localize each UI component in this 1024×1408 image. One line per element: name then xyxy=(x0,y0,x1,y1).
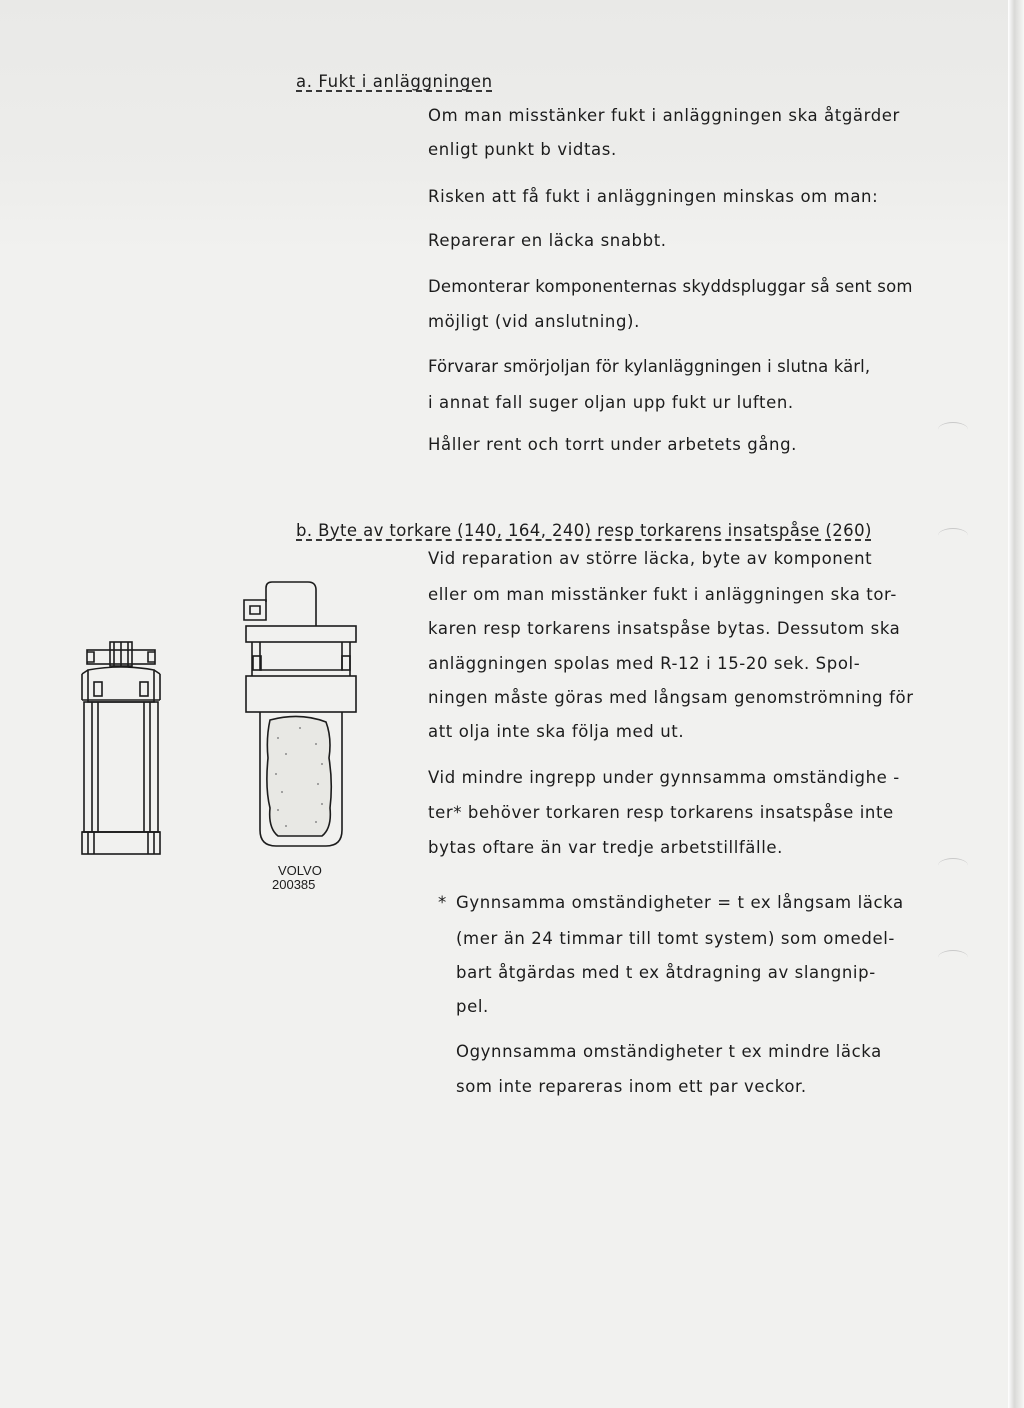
drier-canister-drawing xyxy=(82,642,160,854)
receiver-drier-illustration xyxy=(70,578,370,868)
section-b-line: karen resp torkarens insatspåse bytas. Dessutom ska xyxy=(428,619,901,638)
section-b-line: Vid mindre ingrepp under gynnsamma omständighe - xyxy=(428,768,900,787)
section-a-heading: a. Fukt i anläggningen xyxy=(296,72,493,91)
measure-line: i annat fall suger oljan upp fukt ur luften. xyxy=(428,393,794,412)
page-edge xyxy=(1008,0,1024,1408)
bleed-mark xyxy=(938,950,968,965)
section-a-intro-line: Om man misstänker fukt i anläggningen ska åtgärder xyxy=(428,106,900,125)
section-b-line: ningen måste göras med långsam genomströmning för xyxy=(428,688,914,707)
measure-line: Förvarar smörjoljan för kylanläggningen i slutna kärl, xyxy=(428,357,871,376)
measure-line: Håller rent och torrt under arbetets gång. xyxy=(428,435,798,454)
footnote-line: Gynnsamma omständigheter = t ex långsam läcka xyxy=(456,893,904,912)
bleed-logo xyxy=(640,30,664,90)
section-b-line: ter* behöver torkaren resp torkarens insatspåse inte xyxy=(428,803,894,822)
section-b-heading: b. Byte av torkare (140, 164, 240) resp torkarens insatspåse (260) xyxy=(296,521,872,540)
section-b-line: bytas oftare än var tredje arbetstillfälle. xyxy=(428,838,783,857)
drier-cutaway-drawing xyxy=(244,582,356,846)
section-a-risk-intro: Risken att få fukt i anläggningen minskas om man: xyxy=(428,187,879,206)
footnote-line: bart åtgärdas med t ex åtdragning av slangnip- xyxy=(456,963,876,982)
footnote-line: pel. xyxy=(456,997,489,1016)
measure-line: Demonterar komponenternas skyddspluggar så sent som xyxy=(428,277,913,296)
figure-label-number: 200385 xyxy=(272,877,316,892)
measure-line: möjligt (vid anslutning). xyxy=(428,312,640,331)
section-b-line: Vid reparation av större läcka, byte av komponent xyxy=(428,549,873,568)
section-b-line: anläggningen spolas med R-12 i 15-20 sek. Spol- xyxy=(428,654,861,673)
bleed-mark xyxy=(938,528,968,543)
section-b-line: att olja inte ska följa med ut. xyxy=(428,722,685,741)
footnote-marker: * xyxy=(438,893,447,912)
bleed-mark xyxy=(938,422,968,437)
footnote-line: (mer än 24 timmar till tomt system) som omedel- xyxy=(456,929,895,948)
measure-line: Reparerar en läcka snabbt. xyxy=(428,231,667,250)
figure-label-brand: VOLVO xyxy=(278,863,322,878)
section-b-line: eller om man misstänker fukt i anläggningen ska tor- xyxy=(428,585,897,604)
footnote-line: som inte repareras inom ett par veckor. xyxy=(456,1077,807,1096)
bleed-mark xyxy=(938,858,968,873)
footnote-line: Ogynnsamma omständigheter t ex mindre läcka xyxy=(456,1042,882,1061)
section-a-intro-line: enligt punkt b vidtas. xyxy=(428,140,617,159)
top-bleed-through xyxy=(0,0,1010,250)
